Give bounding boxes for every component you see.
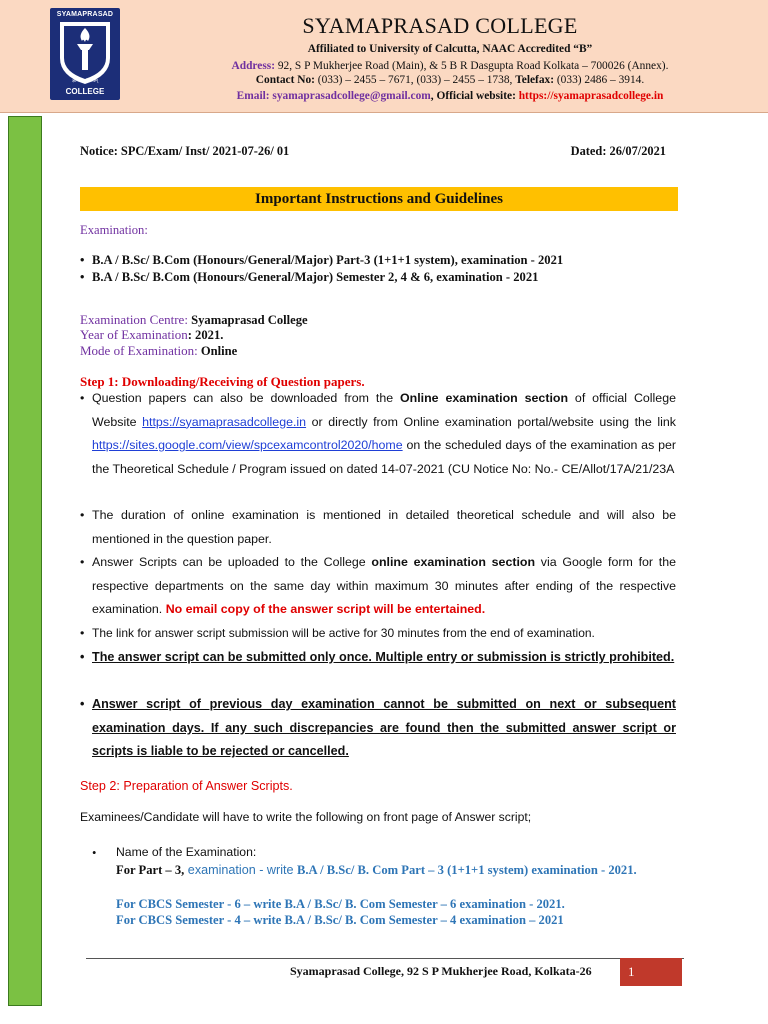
step1-p1-text-a: Question papers can also be downloaded from the (92, 391, 400, 405)
step1-item-2: • The duration of online examination is mentioned in detailed theoretical schedule and will also be mentioned in the question paper. (80, 504, 676, 551)
exam-item-1: • B.A / B.Sc/ B.Com (Honours/General/Major) Part-3 (1+1+1 system), examination - 2021 (80, 253, 564, 267)
step1-p3-bold: online examination section (371, 555, 536, 569)
exam-centre-value: Syamaprasad College (187, 313, 308, 327)
side-margin-bar (8, 116, 42, 1006)
step1-p1-text-c: of official College Website (92, 391, 676, 429)
step2-sem6: For CBCS Semester - 6 – write B.A / B.Sc/ B. Com Semester – 6 examination - 2021. (116, 897, 565, 911)
letterhead (0, 0, 768, 113)
website-link[interactable]: https://syamaprasadcollege.in (518, 90, 664, 102)
exam-item-2: • B.A / B.Sc/ B.Com (Honours/General/Major) Semester 2, 4 & 6, examination - 2021 (80, 270, 539, 284)
step1-item-3: • Answer Scripts can be uploaded to the College online examination section via Google form for the respective departments on the same day within maximum 30 minutes after ending of the respective examination. No email copy of the answer script will be entertained. (80, 555, 676, 617)
step1-p1-bold: Online examination section (400, 391, 569, 405)
college-logo (50, 8, 120, 100)
step2-part3-write: examination - write (184, 863, 297, 877)
examination-label: Examination: (80, 223, 148, 237)
website-label: , Official website: (430, 90, 519, 102)
address-line (140, 60, 760, 72)
logo-text-bottom: COLLEGE (65, 87, 105, 96)
step1-title: Step 1: Downloading/Receiving of Question papers. (80, 374, 365, 389)
notice-reference: Notice: SPC/Exam/ Inst/ 2021-07-26/ 01 (80, 144, 290, 158)
step1-p1-text-e: on the scheduled days of the examination as per the Theoretical Schedule / Program issued on dated 14-07-2021 (CU Notice No: No.- CE/Allot/17A/21/23A (92, 438, 676, 476)
notice-line (80, 144, 666, 159)
email-line (140, 90, 760, 102)
telefax-number: (033) 2486 – 3914. (554, 74, 645, 86)
contact-label: Contact No: (255, 74, 315, 86)
college-name: SYAMAPRASAD COLLEGE (302, 13, 578, 38)
step1-p3-warning: No email copy of the answer script will be entertained. (165, 602, 486, 617)
step1-p2-text: The duration of online examination is mentioned in detailed theoretical schedule and will also be mentioned in the question paper. (92, 508, 676, 546)
step1-p3-text-c: via Google form for the respective departments on the same day within maximum 30 minutes after ending of the respective examination. (92, 555, 676, 617)
notice-date: Dated: 26/07/2021 (570, 144, 666, 158)
logo-text-top: SYAMAPRASAD (56, 11, 114, 18)
affiliation: Affiliated to University of Calcutta, NAAC Accredited “B” (307, 43, 593, 55)
exam-centre (80, 312, 308, 328)
college-website-link[interactable]: https://syamaprasadcollege.in (142, 414, 307, 429)
exam-centre-label: Examination Centre: (80, 312, 188, 327)
step2-part3-label: For Part – 3, (116, 863, 185, 877)
step1-item-1: • Question papers can also be downloaded from the Online examination section of official College Website https://syamaprasadcollege.in or directly from Online examination portal/website using the link https://sites.google.com/view/spcexamcontrol2020/home on the scheduled days of the examination as per the Theoretical Schedule / Program issued on dated 14-07-2021 (CU Notice No: No.- CE/Allot/17A/21/23A (80, 391, 676, 476)
exam-item-1-text: B.A / B.Sc/ B.Com (Honours/General/Major) Part-3 (1+1+1 system), examination - 2021 (92, 253, 564, 267)
step1-p5-text: The answer script can be submitted only once. Multiple entry or submission is strictly prohibited. (92, 650, 675, 664)
step2-item-label: Name of the Examination: (116, 845, 257, 859)
email-address[interactable]: syamaprasadcollege@gmail.com (272, 90, 431, 102)
exam-mode-value: Online (197, 344, 238, 358)
exam-portal-link[interactable]: https://sites.google.com/view/spcexamcontrol2020/home (92, 438, 403, 453)
step2-part3 (116, 862, 678, 878)
step1-p4-text: The link for answer script submission will be active for 30 minutes from the end of examination. (92, 626, 595, 640)
exam-mode-label: Mode of Examination: (80, 343, 198, 358)
exam-year (80, 327, 223, 343)
footer-divider (86, 958, 684, 959)
step2-title: Step 2: Preparation of Answer Scripts. (80, 779, 293, 793)
section-banner: Important Instructions and Guidelines (80, 187, 678, 211)
exam-mode (80, 343, 237, 359)
step1-p6-text: Answer script of previous day examination cannot be submitted on next or subsequent examination days. If any such discrepancies are found then the submitted answer script or scripts is liable to be rejected or cancelled. (92, 697, 676, 759)
step1-p3-text-a: Answer Scripts can be uploaded to the College (92, 555, 372, 569)
exam-item-2-text: B.A / B.Sc/ B.Com (Honours/General/Major) Semester 2, 4 & 6, examination - 2021 (92, 270, 539, 284)
email-label: Email: (236, 90, 273, 102)
step1-item-4: • The link for answer script submission will be active for 30 minutes from the end of examination. (80, 622, 676, 646)
address-text: 92, S P Mukherjee Road (Main), & 5 B R Dasgupta Road Kolkata – 700026 (Annex). (275, 60, 669, 72)
step2-sem4: For CBCS Semester - 4 – write B.A / B.Sc/ B. Com Semester – 4 examination – 2021 (116, 913, 564, 927)
exam-year-label: Year of Examination (80, 327, 188, 342)
contact-numbers: (033) – 2455 – 7671, (033) – 2455 – 1738, (314, 74, 516, 86)
address-label: Address: (231, 60, 275, 72)
step1-item-5: • The answer script can be submitted only once. Multiple entry or submission is strictly prohibited. (80, 646, 676, 670)
contact-line (140, 74, 760, 86)
telefax-label: Telefax: (515, 74, 555, 86)
step2-part3-value: B.A / B.Sc/ B. Com Part – 3 (1+1+1 system) examination - 2021. (297, 863, 637, 877)
step2-intro: Examinees/Candidate will have to write the following on front page of Answer script; (80, 810, 532, 824)
page-number: 1 (628, 964, 635, 979)
step1-item-6: • Answer script of previous day examination cannot be submitted on next or subsequent examination days. If any such discrepancies are found then the submitted answer script or scripts is liable to be rejected or cancelled. (80, 693, 676, 764)
exam-year-value: : 2021. (187, 328, 224, 342)
step1-p1-text-d: or directly from Online examination portal/website using the link (306, 414, 676, 429)
page-number-box (620, 958, 682, 986)
footer-address: Syamaprasad College, 92 S P Mukherjee Road, Kolkata-26 (290, 964, 592, 978)
step2-bullet: • (92, 846, 97, 860)
logo-motto: ज्ञानं परमं ध्येयम् (72, 78, 98, 83)
